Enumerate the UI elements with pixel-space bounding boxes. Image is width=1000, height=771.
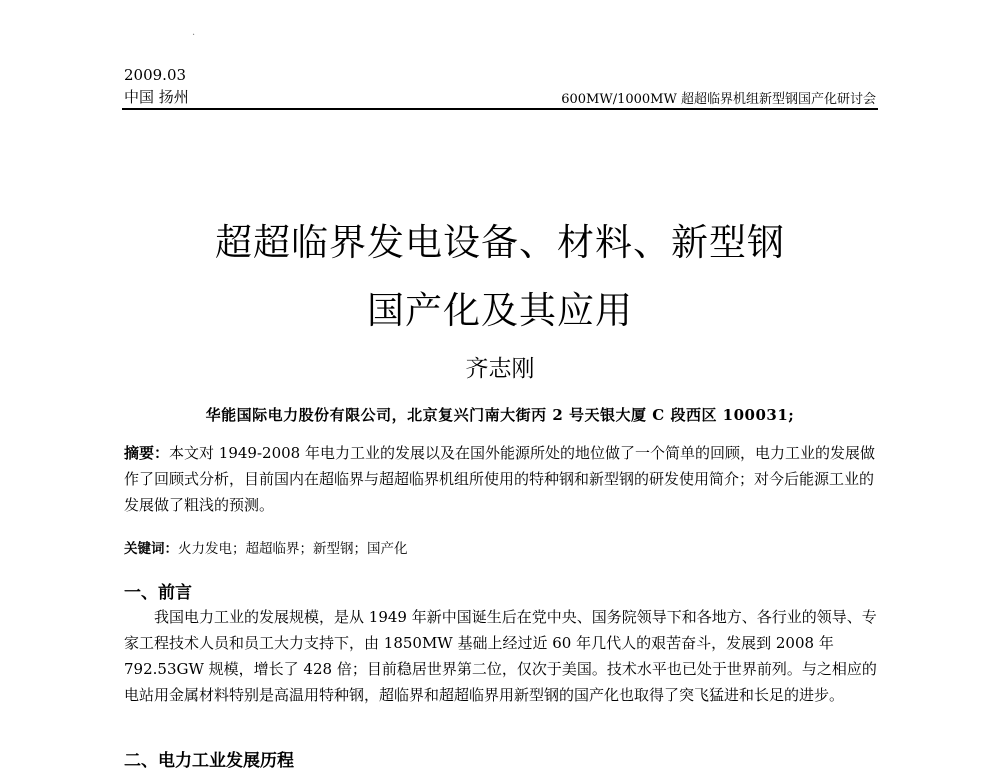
paper-affiliation: 华能国际电力股份有限公司，北京复兴门南大街丙 2 号天银大厦 C 段西区 100031; [205,406,795,424]
section-heading-intro: 一、前言 [124,583,192,603]
header-place: 中国 扬州 [124,88,189,106]
section-heading-history: 二、电力工业发展历程 [124,751,294,771]
header-conference: 600MW/1000MW 超超临界机组新型钢国产化研讨会 [561,92,876,107]
abstract-label: 摘要： [124,444,170,462]
header-date: 2009.03 [124,66,187,84]
paper-author: 齐志刚 [465,356,535,382]
paper-title-line2: 国产化及其应用 [367,289,633,332]
abstract-text: 本文对 1949-2008 年电力工业的发展以及在国外能源所处的地位做了一个简单的回顾，电力工业的发展做作了回顾式分析，目前国内在超临界与超超临界机组所使用的特种钢和新型钢的研发使用简介；对今后能源工业的发展做了粗浅的预测。 [124,444,875,514]
keywords-text: 火力发电；超超临界；新型钢；国产化 [178,541,408,557]
abstract [124,440,884,518]
keywords [124,537,884,557]
section-body-intro: 我国电力工业的发展规模，是从 1949 年新中国诞生后在党中央、国务院领导下和各地方、各行业的领导、专家工程技术人员和员工大力支持下，由 1850MW 基础上经过近 60 年几代人的艰苦奋斗，发展到 2008 年 792.53GW 规模，增长了 428 倍；目前稳居世界第二位，仅次于美国。技术水平也已处于世界前列。与之相应的电站用金属材料特别是高温用特种钢，超临界和超超临界用新型钢的国产化也取得了突飞猛进和长足的进步。 [124,608,877,704]
paper-title-line1: 超超临界发电设备、材料、新型钢 [215,221,785,264]
keywords-label: 关键词： [124,541,178,557]
header-rule [122,108,878,110]
scan-speck: · [192,30,196,41]
